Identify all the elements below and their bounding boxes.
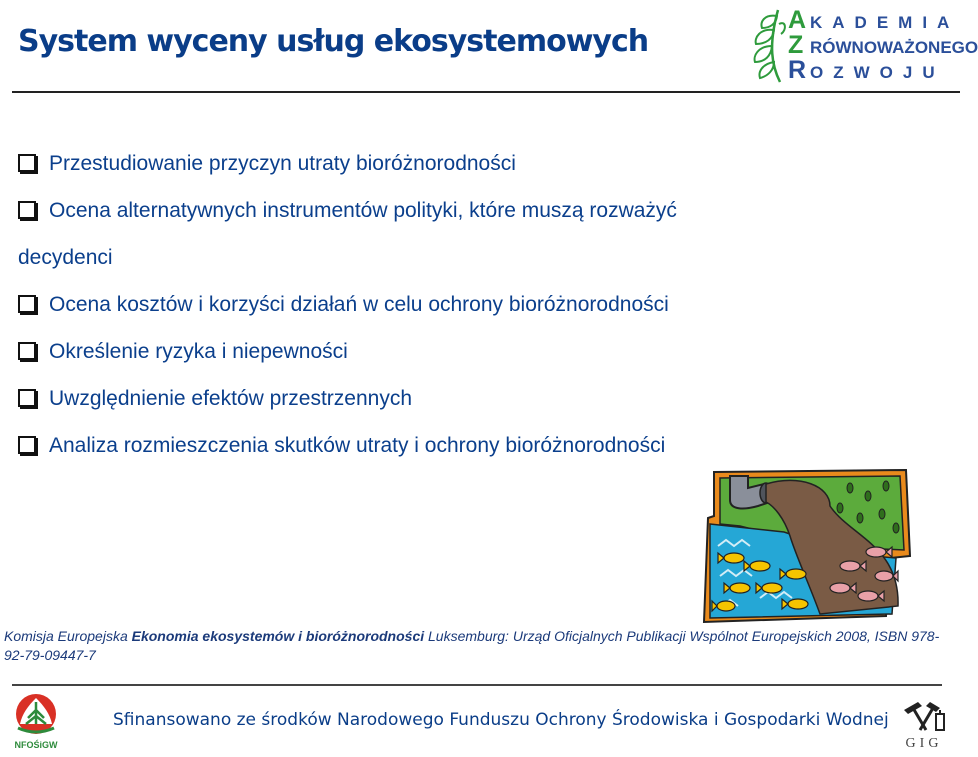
logo-initial: R bbox=[788, 56, 807, 84]
gig-logo bbox=[896, 696, 952, 754]
checkbox-bullet-icon bbox=[18, 201, 36, 219]
citation-publisher: Luksemburg: Urząd Oficjalnych Publikacji Wspólnot Europejskich 2008, ISBN 978-92-79-09447-7 bbox=[4, 628, 940, 663]
logo-word: KADEMIA bbox=[810, 13, 960, 32]
bullet-item bbox=[18, 281, 938, 328]
bullet-item bbox=[18, 422, 938, 469]
nfosigw-logo bbox=[8, 690, 64, 754]
slide-title: System wyceny usług ekosystemowych bbox=[18, 24, 649, 59]
nfosigw-label: NFOŚiGW bbox=[14, 740, 58, 750]
bullet-text: Określenie ryzyka i niepewności bbox=[49, 340, 348, 363]
gig-label: GIG bbox=[905, 736, 943, 751]
akademia-logo bbox=[748, 6, 978, 86]
bullet-continuation bbox=[18, 234, 938, 281]
funding-statement: Sfinansowano ze środków Narodowego Funduszu Ochrony Środowiska i Gospodarki Wodnej bbox=[113, 710, 889, 730]
nfosigw-emblem-icon bbox=[8, 690, 64, 740]
logo-row-akademia bbox=[788, 8, 958, 33]
checkbox-bullet-icon bbox=[18, 154, 36, 172]
bullet-text: decydenci bbox=[18, 246, 113, 269]
bullet-text: Analiza rozmieszczenia skutków utraty i ochrony bioróżnorodności bbox=[49, 434, 666, 457]
pollution-pipe-fish-clipart bbox=[700, 466, 920, 626]
bullet-list bbox=[18, 140, 938, 469]
logo-row-rozwoju bbox=[788, 58, 958, 83]
hammer-pick-icon bbox=[896, 696, 952, 736]
bullet-text: Ocena kosztów i korzyści działań w celu ochrony bioróżnorodności bbox=[49, 293, 669, 316]
bullet-item bbox=[18, 375, 938, 422]
logo-initial: Z bbox=[788, 31, 804, 59]
logo-word: OZWOJU bbox=[810, 63, 945, 82]
checkbox-bullet-icon bbox=[18, 295, 36, 313]
citation-author: Komisja Europejska bbox=[4, 628, 128, 644]
logo-row-zrownowazonego bbox=[788, 31, 978, 59]
footer-divider bbox=[12, 684, 942, 686]
logo-initial: A bbox=[788, 6, 807, 34]
citation-title: Ekonomia ekosystemów i bioróżnorodności bbox=[131, 628, 425, 644]
citation bbox=[4, 627, 956, 665]
checkbox-bullet-icon bbox=[18, 389, 36, 407]
leaf-icon bbox=[750, 6, 788, 84]
logo-word: RÓWNOWAŻONEGO bbox=[810, 38, 978, 57]
checkbox-bullet-icon bbox=[18, 436, 36, 454]
bullet-item bbox=[18, 328, 938, 375]
bullet-text: Przestudiowanie przyczyn utraty bioróżnorodności bbox=[49, 152, 516, 175]
title-divider bbox=[12, 91, 960, 93]
bullet-item bbox=[18, 187, 938, 234]
bullet-text: Uwzględnienie efektów przestrzennych bbox=[49, 387, 413, 410]
bullet-text: Ocena alternatywnych instrumentów polityki, które muszą rozważyć bbox=[49, 199, 677, 222]
checkbox-bullet-icon bbox=[18, 342, 36, 360]
bullet-item bbox=[18, 140, 938, 187]
